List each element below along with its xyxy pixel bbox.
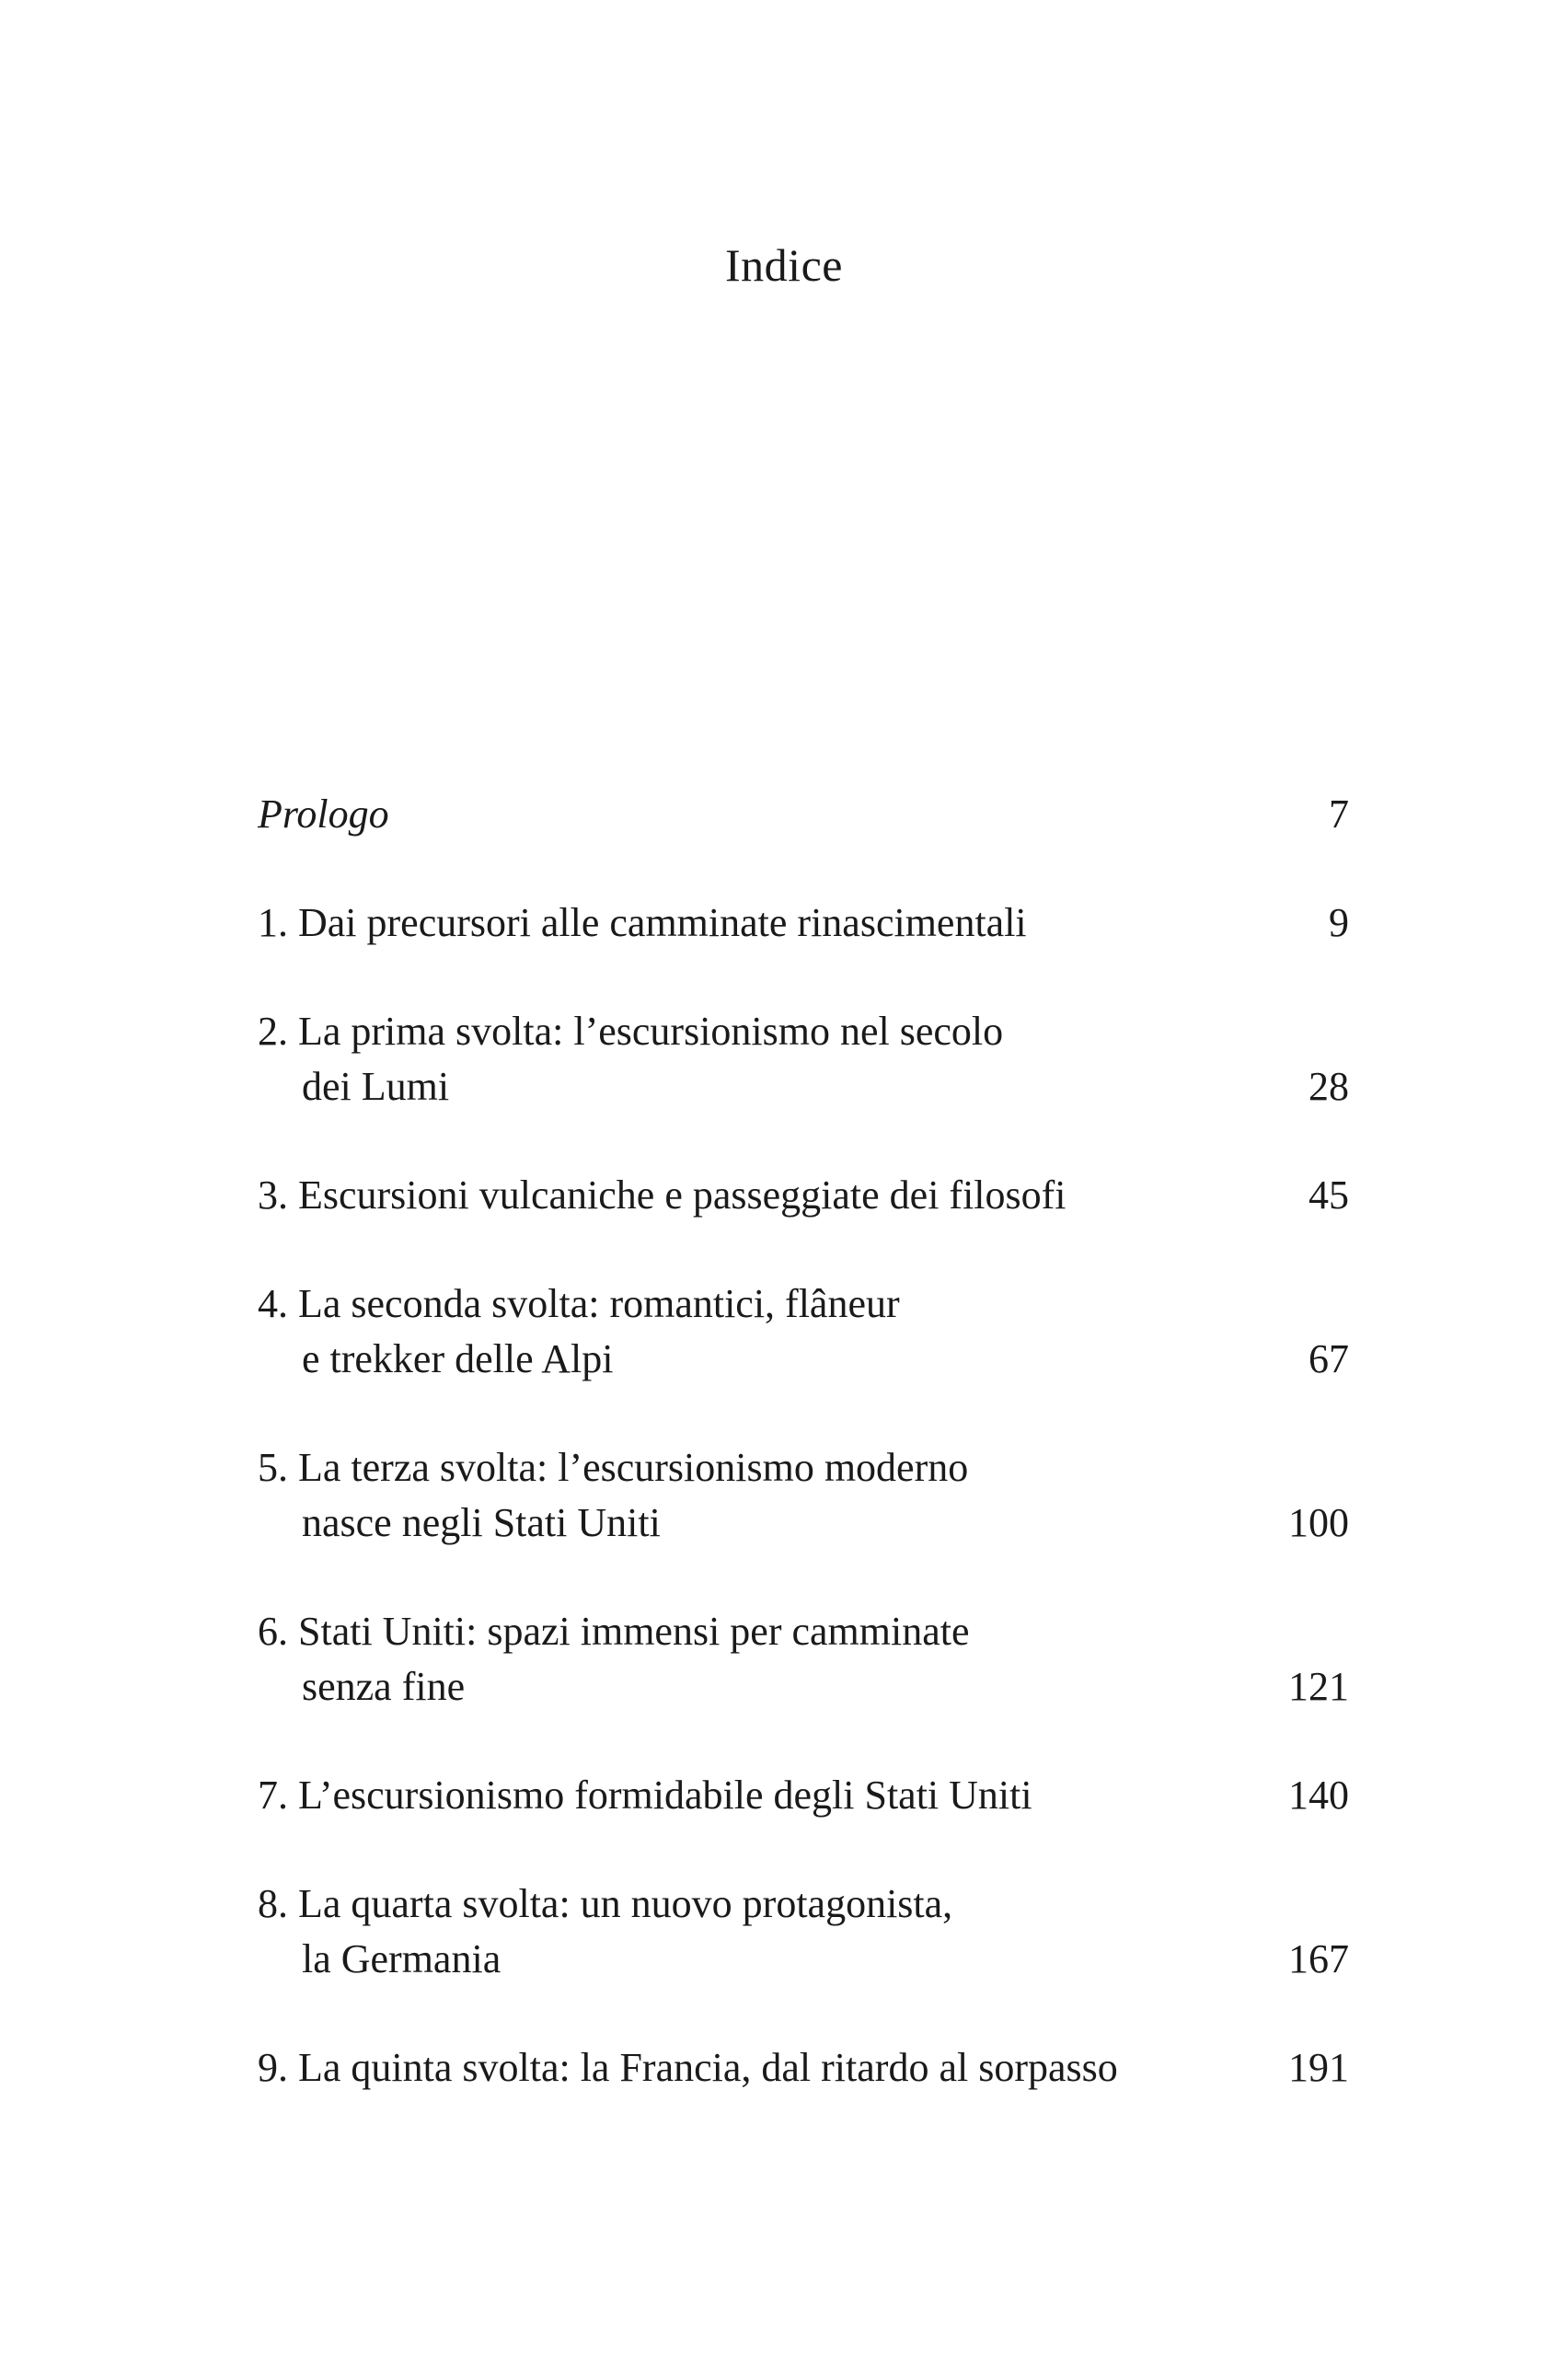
toc-entry-page-number: 67 (1309, 1336, 1349, 1381)
toc-entry-title (258, 787, 1349, 842)
toc-entry-title-line: e trekker delle Alpi (302, 1336, 614, 1381)
toc-entry-title-line: 3. Escursioni vulcaniche e passeggiate dei filosofi (258, 1172, 1066, 1218)
toc-entry-title (258, 895, 1349, 951)
toc-entry-chapter-2[interactable] (258, 1004, 1349, 1114)
toc-entry-title-line: dei Lumi (302, 1064, 450, 1109)
toc-entry-chapter-5[interactable] (258, 1440, 1349, 1551)
toc-entry-page-number: 9 (1329, 900, 1349, 945)
toc-entry-chapter-1[interactable] (258, 895, 1349, 951)
toc-entry-title (258, 1768, 1349, 1823)
toc-entry-title-line: Prologo (258, 791, 389, 837)
toc-entry-title (258, 1440, 1349, 1551)
toc-entry-chapter-3[interactable] (258, 1168, 1349, 1223)
toc-entry-chapter-6[interactable] (258, 1604, 1349, 1715)
toc-entry-title (258, 1276, 1349, 1387)
page-title: Indice (725, 239, 843, 291)
toc-entry-title (258, 1877, 1349, 1987)
toc-entry-page-number: 121 (1288, 1664, 1349, 1709)
toc-entry-title (258, 2040, 1349, 2096)
table-of-contents (258, 787, 1349, 2149)
toc-entry-chapter-8[interactable] (258, 1877, 1349, 1987)
toc-entry-title (258, 1168, 1349, 1223)
toc-entry-chapter-9[interactable] (258, 2040, 1349, 2096)
toc-entry-chapter-4[interactable] (258, 1276, 1349, 1387)
toc-entry-title-line: 7. L’escursionismo formidabile degli Stati Uniti (258, 1773, 1032, 1818)
toc-entry-page-number: 100 (1288, 1500, 1349, 1545)
toc-entry-title-line: 5. La terza svolta: l’escursionismo moderno (258, 1445, 969, 1490)
toc-entry-chapter-7[interactable] (258, 1768, 1349, 1823)
toc-entry-page-number: 191 (1288, 2045, 1349, 2090)
toc-entry-title-line: 4. La seconda svolta: romantici, flâneur (258, 1281, 900, 1326)
toc-entry-page-number: 167 (1288, 1936, 1349, 1981)
toc-entry-prologo[interactable] (258, 787, 1349, 842)
toc-entry-title-line: 9. La quinta svolta: la Francia, dal ritardo al sorpasso (258, 2045, 1118, 2090)
toc-entry-title-line: 2. La prima svolta: l’escursionismo nel secolo (258, 1009, 1004, 1054)
toc-entry-title-line: nasce negli Stati Uniti (302, 1500, 661, 1545)
toc-entry-title-line: senza fine (302, 1664, 466, 1709)
toc-entry-title-line: 8. La quarta svolta: un nuovo protagonista, (258, 1881, 953, 1926)
toc-entry-title-line: la Germania (302, 1936, 502, 1981)
toc-entry-title (258, 1604, 1349, 1715)
toc-entry-page-number: 28 (1309, 1064, 1349, 1109)
toc-entry-title-line: 1. Dai precursori alle camminate rinascimentali (258, 900, 1027, 945)
toc-entry-title-line: 6. Stati Uniti: spazi immensi per camminate (258, 1609, 970, 1654)
toc-entry-page-number: 45 (1309, 1172, 1349, 1218)
toc-entry-page-number: 7 (1329, 791, 1349, 837)
toc-entry-title (258, 1004, 1349, 1114)
toc-entry-page-number: 140 (1288, 1773, 1349, 1818)
